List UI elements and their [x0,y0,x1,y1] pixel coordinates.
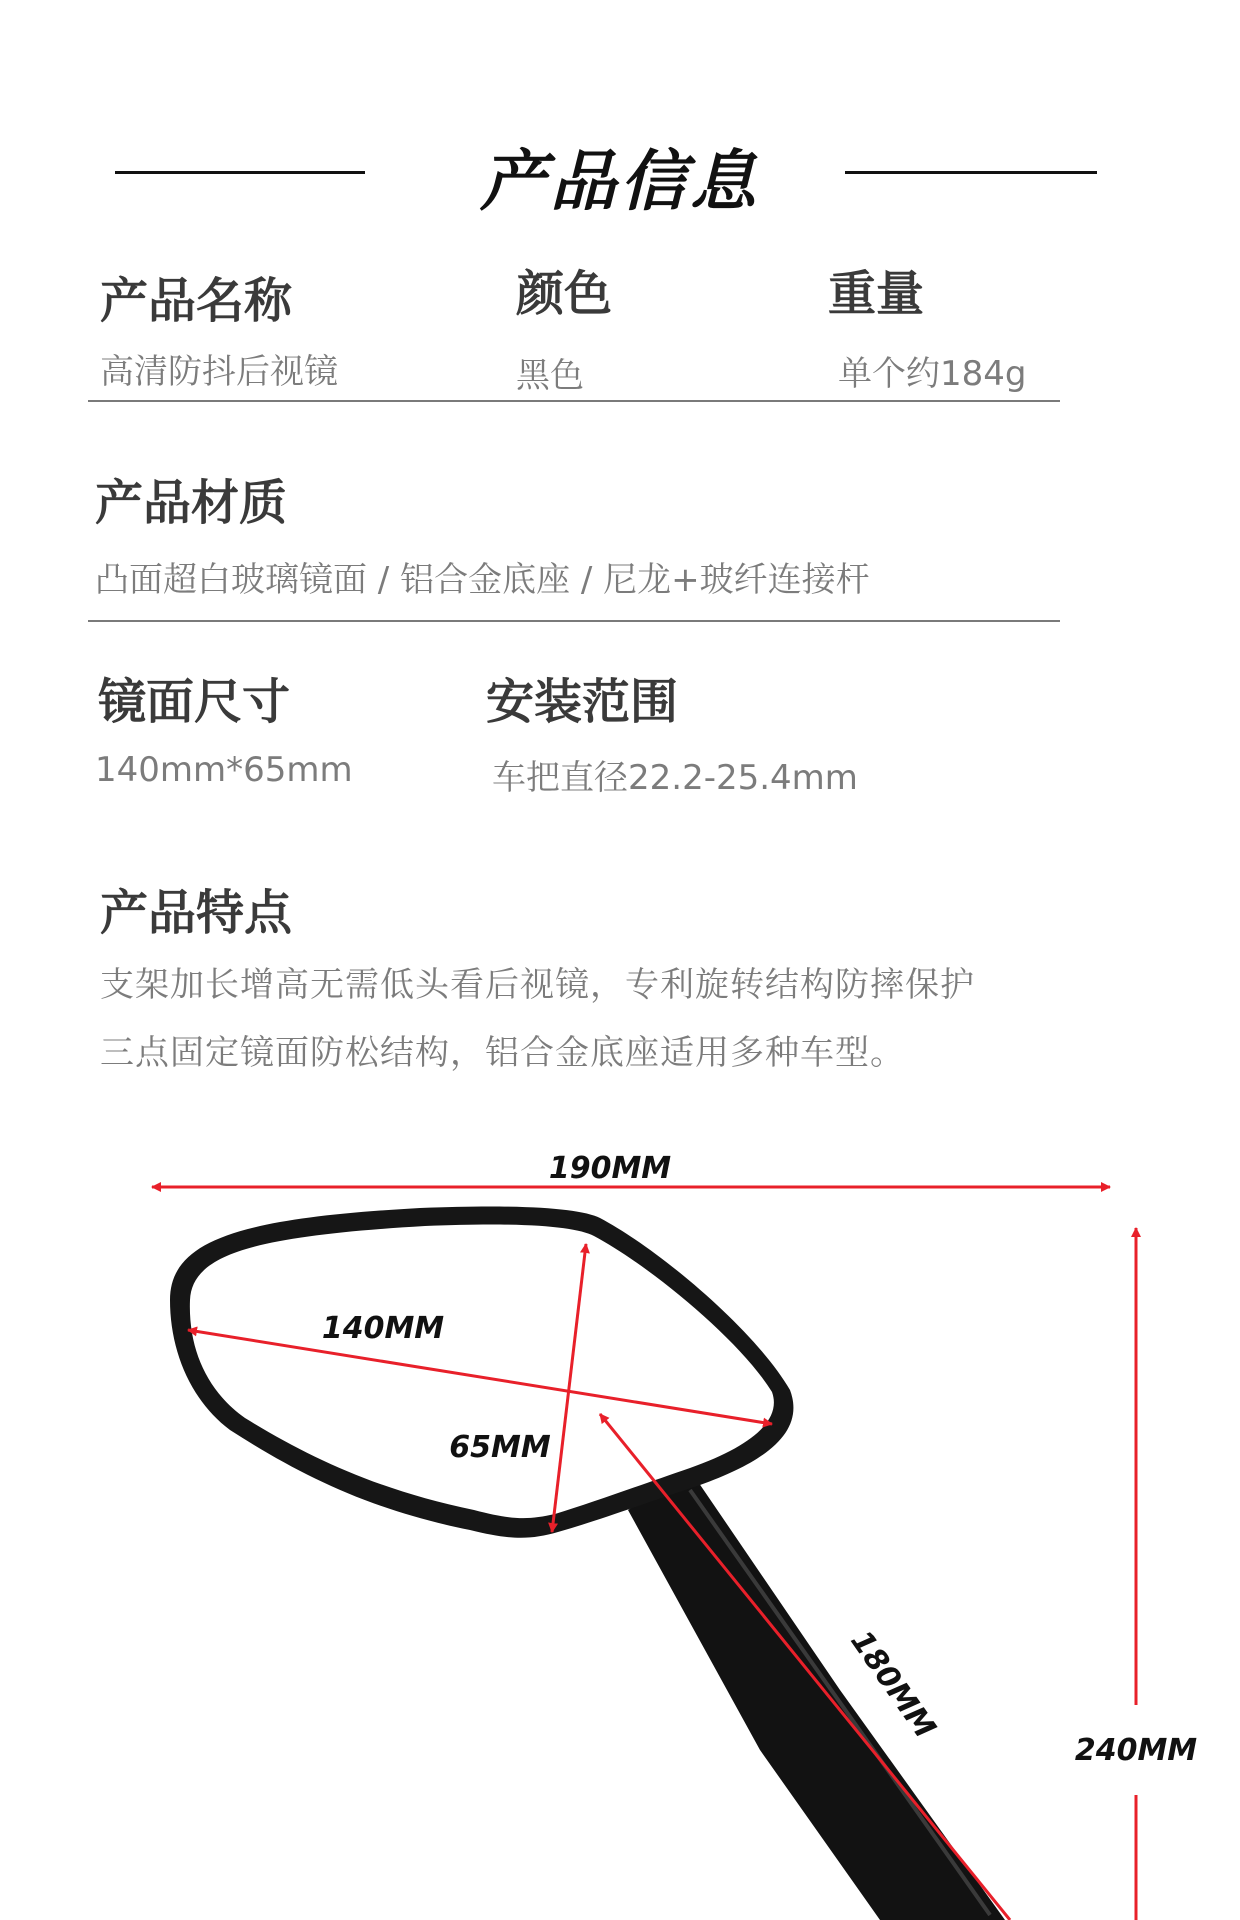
arm-length-label: 180MM [843,1624,943,1745]
mirror-height-label: 65MM [449,1430,551,1465]
color-label: 颜色 [516,266,613,322]
material-label: 产品材质 [95,475,288,531]
product-name-label: 产品名称 [100,273,293,329]
overall-height-label: 240MM [1074,1733,1198,1768]
header-rule-right [845,171,1097,174]
weight-label: 重量 [828,266,925,322]
dimension-diagram [0,1100,1240,1920]
features-line-2: 三点固定镜面防松结构，铝合金底座适用多种车型。 [100,1033,905,1073]
features-label: 产品特点 [100,885,293,941]
overall-width-label: 190MM [548,1151,672,1186]
page-title: 产品信息 [480,143,760,220]
color-value: 黑色 [516,356,584,396]
mirror-width-label: 140MM [321,1311,445,1346]
divider-1 [88,400,1060,402]
install-range-label: 安装范围 [486,674,679,730]
divider-2 [88,620,1060,622]
mirror-size-label: 镜面尺寸 [98,674,291,730]
arm-length-arrow [600,1414,1010,1920]
mirror-size-value: 140mm*65mm [95,750,353,790]
features-line-1: 支架加长增高无需低头看后视镜，专利旋转结构防摔保护 [100,965,975,1005]
install-range-value: 车把直径22.2-25.4mm [492,758,858,798]
weight-value: 单个约184g [838,354,1027,394]
material-value: 凸面超白玻璃镜面 / 铝合金底座 / 尼龙+玻纤连接杆 [95,560,870,600]
mirror-arm [628,1470,1005,1920]
product-name-value: 高清防抖后视镜 [100,352,338,392]
